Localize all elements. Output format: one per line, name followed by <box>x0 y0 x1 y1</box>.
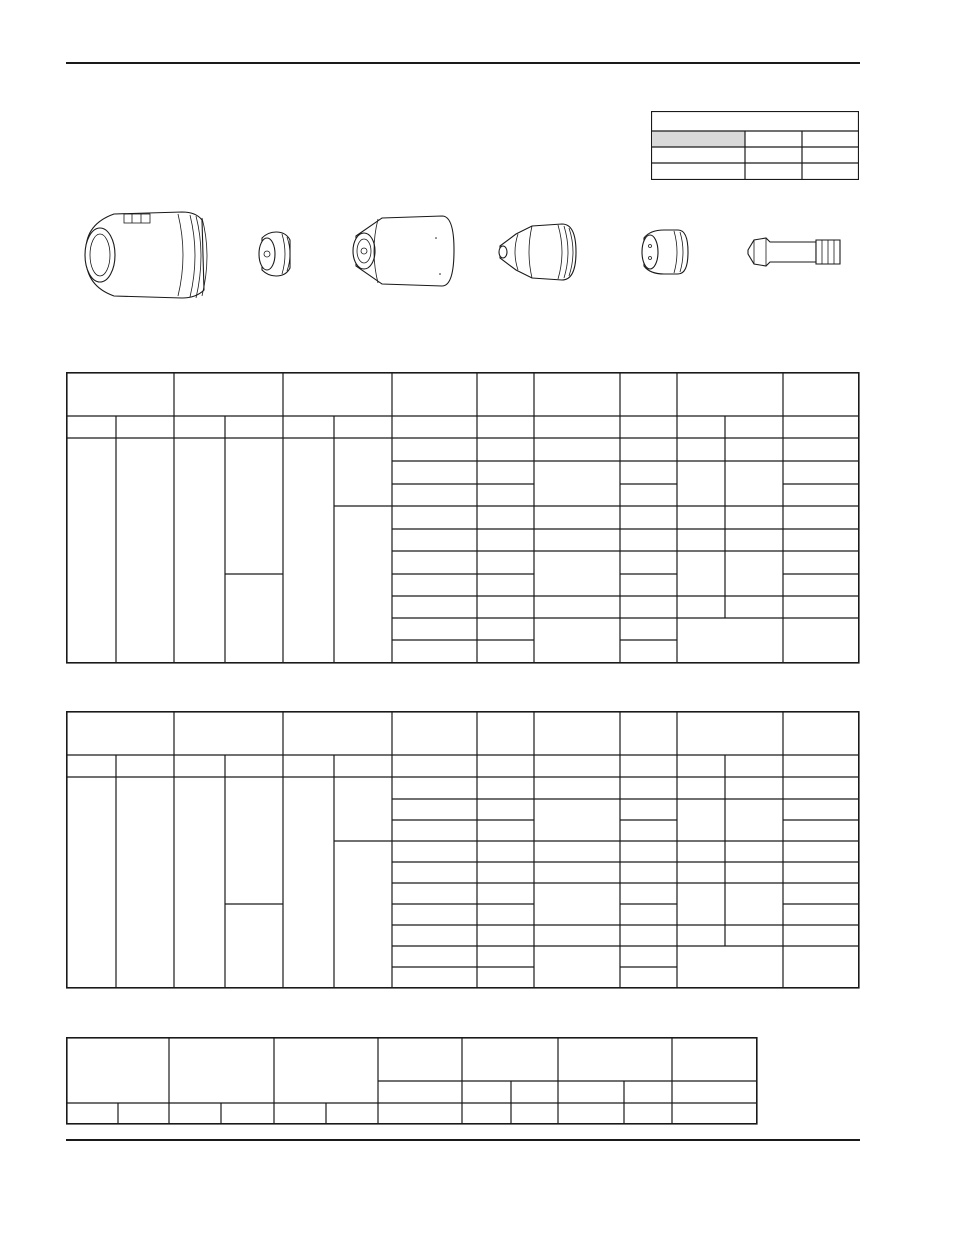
retaining-cap-icon <box>348 210 458 292</box>
swirl-ring-icon <box>638 226 692 278</box>
shield-cap-icon <box>78 206 214 302</box>
consumables-illustration <box>66 200 860 310</box>
cut-chart-table-3 <box>66 1037 758 1125</box>
nozzle-icon <box>494 216 580 288</box>
cut-chart-table-2 <box>66 711 859 989</box>
shield-icon <box>256 228 296 280</box>
top-rule <box>66 62 860 64</box>
reference-table <box>651 111 859 180</box>
cut-chart-table-1 <box>66 372 859 664</box>
bottom-rule <box>66 1139 860 1141</box>
electrode-icon <box>744 230 844 274</box>
